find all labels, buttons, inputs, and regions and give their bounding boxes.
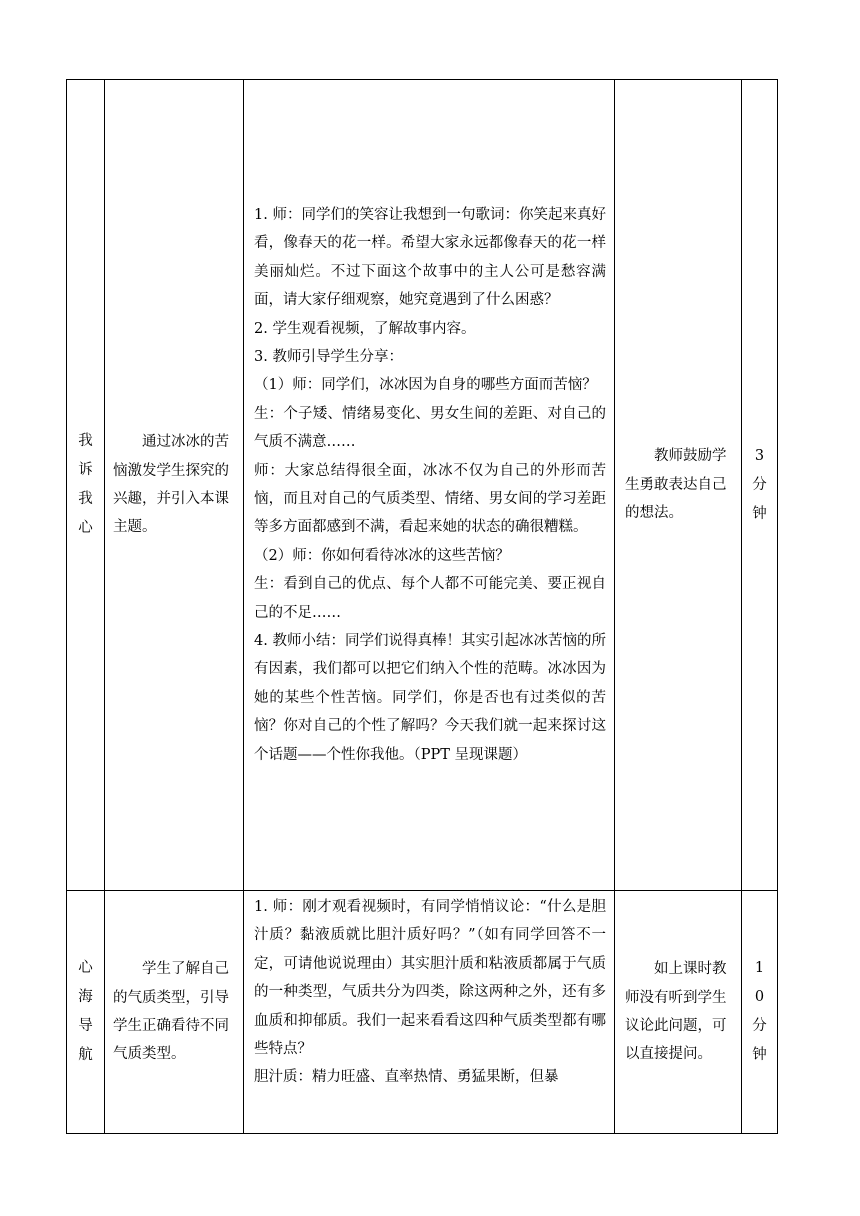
content-paragraph: 师：大家总结得很全面，冰冰不仅为自己的外形而苦恼，而且对自己的气质类型、情绪、男女间的学习差距等多方面都感到不满，看起来她的状态的确很糟糕。 <box>254 462 606 536</box>
time-char: 钟 <box>752 505 767 522</box>
content-cell <box>244 80 615 891</box>
goal-cell: 通过冰冰的苦恼激发学生探究的兴趣，并引入本课主题。 <box>105 80 244 891</box>
time-cell <box>742 80 778 891</box>
stage-char: 我 <box>78 491 93 507</box>
stage-char: 海 <box>78 989 93 1005</box>
content-paragraph: 生：看到自己的优点、每个人都不可能完美、要正视自己的不足…… <box>254 576 606 621</box>
content-paragraph: （2）师：你如何看待冰冰的这些苦恼？ <box>254 547 510 564</box>
content-paragraph: 胆汁质：精力旺盛、直率热情、勇猛果断，但暴 <box>254 1069 559 1086</box>
table-row <box>67 891 778 1134</box>
stage-cell <box>67 891 105 1134</box>
time-char: 1 <box>754 960 765 976</box>
time-char: 分 <box>752 476 767 493</box>
time-char: 0 <box>754 989 765 1005</box>
content-paragraph: （1）师：同学们，冰冰因为自身的哪些方面而苦恼？ <box>254 377 597 394</box>
time-char: 3 <box>754 447 765 464</box>
goal-cell: 学生了解自己的气质类型，引导学生正确看待不同气质类型。 <box>105 891 244 1134</box>
stage-char: 我 <box>78 433 93 449</box>
stage-char: 诉 <box>78 462 93 478</box>
stage-char: 导 <box>78 1018 93 1034</box>
stage-cell <box>67 80 105 891</box>
content-paragraph: 3. 教师引导学生分享： <box>254 348 403 365</box>
stage-char: 航 <box>78 1047 93 1063</box>
strategy-cell: 如上课时教师没有听到学生议论此问题，可以直接提问。 <box>615 891 742 1134</box>
content-paragraph: 1. 师：刚才观看视频时，有同学悄悄议论：“什么是胆汁质？黏液质就比胆汁质好吗？”（如有同学回答不一定，可请他说说理由）其实胆汁质和粘液质都属于气质的一种类型，气质共分为四类，除这两种之外，还有多血质和抑郁质。我们一起来看看这四种气质类型都有哪些特点？ <box>254 899 606 1058</box>
table-row <box>67 80 778 891</box>
time-cell <box>742 891 778 1134</box>
stage-char: 心 <box>78 960 93 976</box>
time-char: 钟 <box>752 1047 767 1063</box>
lesson-plan-table <box>66 79 778 1134</box>
stage-char: 心 <box>78 520 93 536</box>
content-paragraph: 1. 师：同学们的笑容让我想到一句歌词：你笑起来真好看，像春天的花一样。希望大家永远都像春天的花一样美丽灿烂。不过下面这个故事中的主人公可是愁容满面，请大家仔细观察，她究竟遇到了什么困惑？ <box>254 206 606 309</box>
content-paragraph: 4. 教师小结：同学们说得真棒！其实引起冰冰苦恼的所有因素，我们都可以把它们纳入个性的范畴。冰冰因为她的某些个性苦恼。同学们，你是否也有过类似的苦恼？你对自己的个性了解吗？今天我们就一起来探讨这个话题——个性你我他。（PPT 呈现课题） <box>254 633 606 763</box>
content-paragraph: 生：个子矮、情绪易变化、男女生间的差距、对自己的气质不满意…… <box>254 405 606 451</box>
content-cell <box>244 891 615 1134</box>
content-paragraph: 2. 学生观看视频，了解故事内容。 <box>254 320 476 337</box>
time-char: 分 <box>752 1018 767 1034</box>
strategy-cell: 教师鼓励学生勇敢表达自己的想法。 <box>615 80 742 891</box>
